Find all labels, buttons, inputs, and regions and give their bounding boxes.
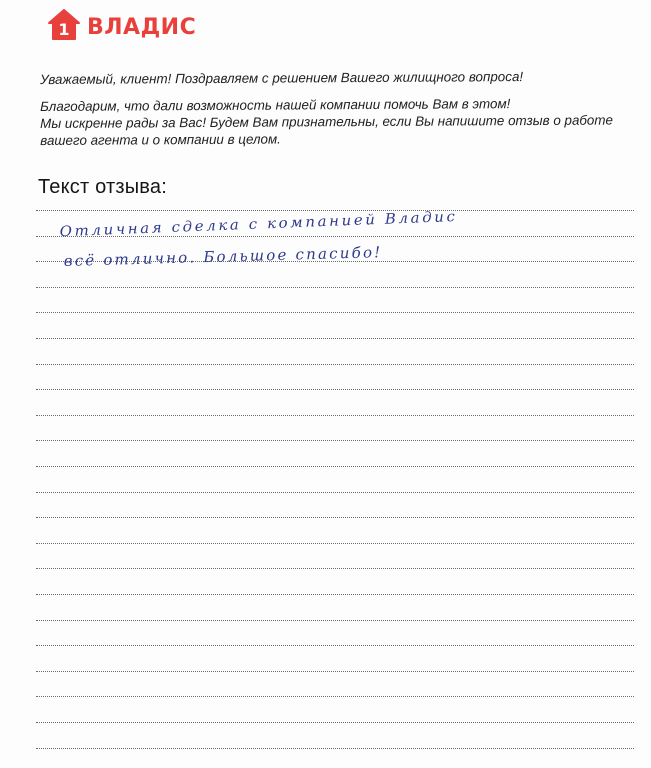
ruled-line bbox=[36, 312, 634, 313]
thanks-line-1: Благодарим, что дали возможность нашей компании помочь Вам в этом! bbox=[40, 96, 511, 114]
ruled-line bbox=[36, 671, 634, 672]
handwritten-review-line-1: Отличная сделка с компанией Владис bbox=[59, 207, 458, 240]
ruled-lines bbox=[36, 206, 636, 766]
logo-badge-number: 1 bbox=[58, 20, 70, 39]
review-heading: Текст отзыва: bbox=[38, 176, 167, 198]
ruled-line bbox=[36, 517, 634, 518]
greeting-paragraph bbox=[40, 67, 630, 88]
logo-wordmark: ВЛАДИС bbox=[87, 14, 197, 40]
ruled-line bbox=[36, 364, 634, 365]
ruled-line bbox=[36, 389, 634, 390]
company-logo bbox=[47, 8, 196, 42]
thanks-line-2: Мы искренне рады за Вас! Будем Вам признательны, если Вы напишите отзыв о работе bbox=[40, 112, 613, 131]
thanks-paragraph bbox=[40, 94, 630, 149]
ruled-line bbox=[36, 440, 634, 441]
ruled-line bbox=[36, 594, 634, 595]
ruled-line bbox=[36, 466, 634, 467]
ruled-line bbox=[36, 492, 634, 493]
house-icon bbox=[47, 8, 81, 42]
ruled-line bbox=[36, 568, 634, 569]
ruled-line bbox=[36, 722, 634, 723]
thanks-line-3: вашего агента и о компании в целом. bbox=[40, 131, 281, 148]
greeting-line: Уважаемый, клиент! Поздравляем с решением Вашего жилищного вопроса! bbox=[40, 69, 524, 87]
ruled-line bbox=[36, 415, 634, 416]
ruled-line bbox=[36, 620, 634, 621]
ruled-line bbox=[36, 210, 634, 211]
ruled-line bbox=[36, 696, 634, 697]
ruled-line bbox=[36, 645, 634, 646]
handwritten-review-line-2: всё отлично. Большое спасибо! bbox=[63, 243, 383, 270]
ruled-line bbox=[36, 748, 634, 749]
ruled-line bbox=[36, 338, 634, 339]
ruled-line bbox=[36, 287, 634, 288]
ruled-line bbox=[36, 543, 634, 544]
